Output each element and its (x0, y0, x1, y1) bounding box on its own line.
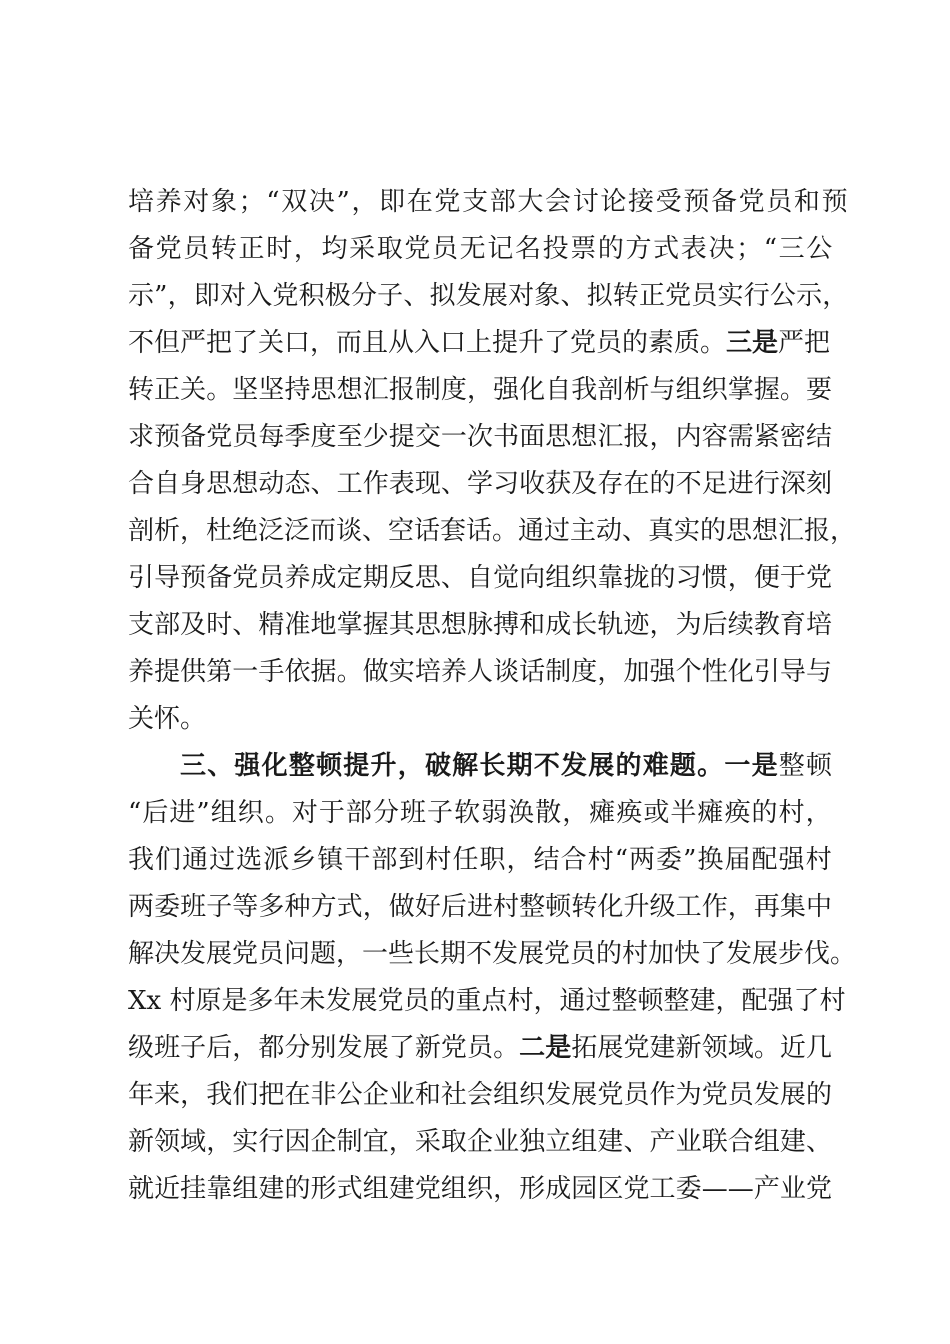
text-line: 备党员转正时，均采取党员无记名投票的方式表决；“三公 (128, 234, 834, 264)
text-line: 引导预备党员养成定期反思、自觉向组织靠拢的习惯，便于党 (128, 563, 833, 593)
text-line (128, 1031, 832, 1065)
text-line: 转正关。坚坚持思想汇报制度，强化自我剖析与组织掌握。要 (128, 375, 833, 405)
text-line: 解决发展党员问题，一些长期不发展党员的村加快了发展步伐。 (128, 939, 857, 969)
bold-marker: 三是 (726, 328, 779, 358)
text-line: 新领域，实行因企制宜，采取企业独立组建、产业联合组建、 (128, 1127, 833, 1157)
text-line: Xx 村原是多年未发展党员的重点村，通过整顿整建，配强了村 (128, 986, 846, 1016)
text-line: 剖析，杜绝泛泛而谈、空话套话。通过主动、真实的思想汇报， (128, 516, 857, 546)
section-heading-line (180, 749, 832, 783)
text-line (128, 326, 848, 360)
bold-marker: 一是 (724, 751, 779, 781)
text-line: 年来，我们把在非公企业和社会组织发展党员作为党员发展的 (128, 1080, 833, 1110)
text-line: 求预备党员每季度至少提交一次书面思想汇报，内容需紧密结 (128, 422, 833, 452)
text-segment: 级班子后，都分别发展了新党员。 (128, 1033, 520, 1063)
text-line: 就近挂靠组建的形式组建党组织，形成园区党工委——产业党 (128, 1174, 833, 1204)
text-line: 两委班子等多种方式，做好后进村整顿转化升级工作，再集中 (128, 892, 833, 922)
text-segment: 拓展党建新领域。近几 (571, 1033, 833, 1063)
text-line: 支部及时、精准地掌握其思想脉搏和成长轨迹，为后续教育培 (128, 610, 833, 640)
text-line: 示”，即对入党积极分子、拟发展对象、拟转正党员实行公示， (128, 281, 849, 311)
text-segment: 不但严把了关口，而且从入口上提升了党员的素质。 (128, 328, 727, 358)
text-line: 养提供第一手依据。做实培养人谈话制度，加强个性化引导与 (128, 657, 833, 687)
text-line: 培养对象；“双决”，即在党支部大会讨论接受预备党员和预 (128, 187, 850, 217)
text-segment: 整顿 (778, 751, 834, 781)
text-segment: 严把 (778, 328, 831, 358)
text-line: 关怀。 (128, 704, 207, 734)
section-heading: 三、强化整顿提升，破解长期不发展的难题。 (180, 751, 725, 781)
bold-marker: 二是 (519, 1033, 572, 1063)
text-line: 合自身思想动态、工作表现、学习收获及存在的不足进行深刻 (128, 469, 833, 499)
text-line: “后进”组织。对于部分班子软弱涣散，瘫痪或半瘫痪的村， (128, 798, 833, 828)
text-line: 我们通过选派乡镇干部到村任职，结合村“两委”换届配强村 (128, 845, 833, 875)
